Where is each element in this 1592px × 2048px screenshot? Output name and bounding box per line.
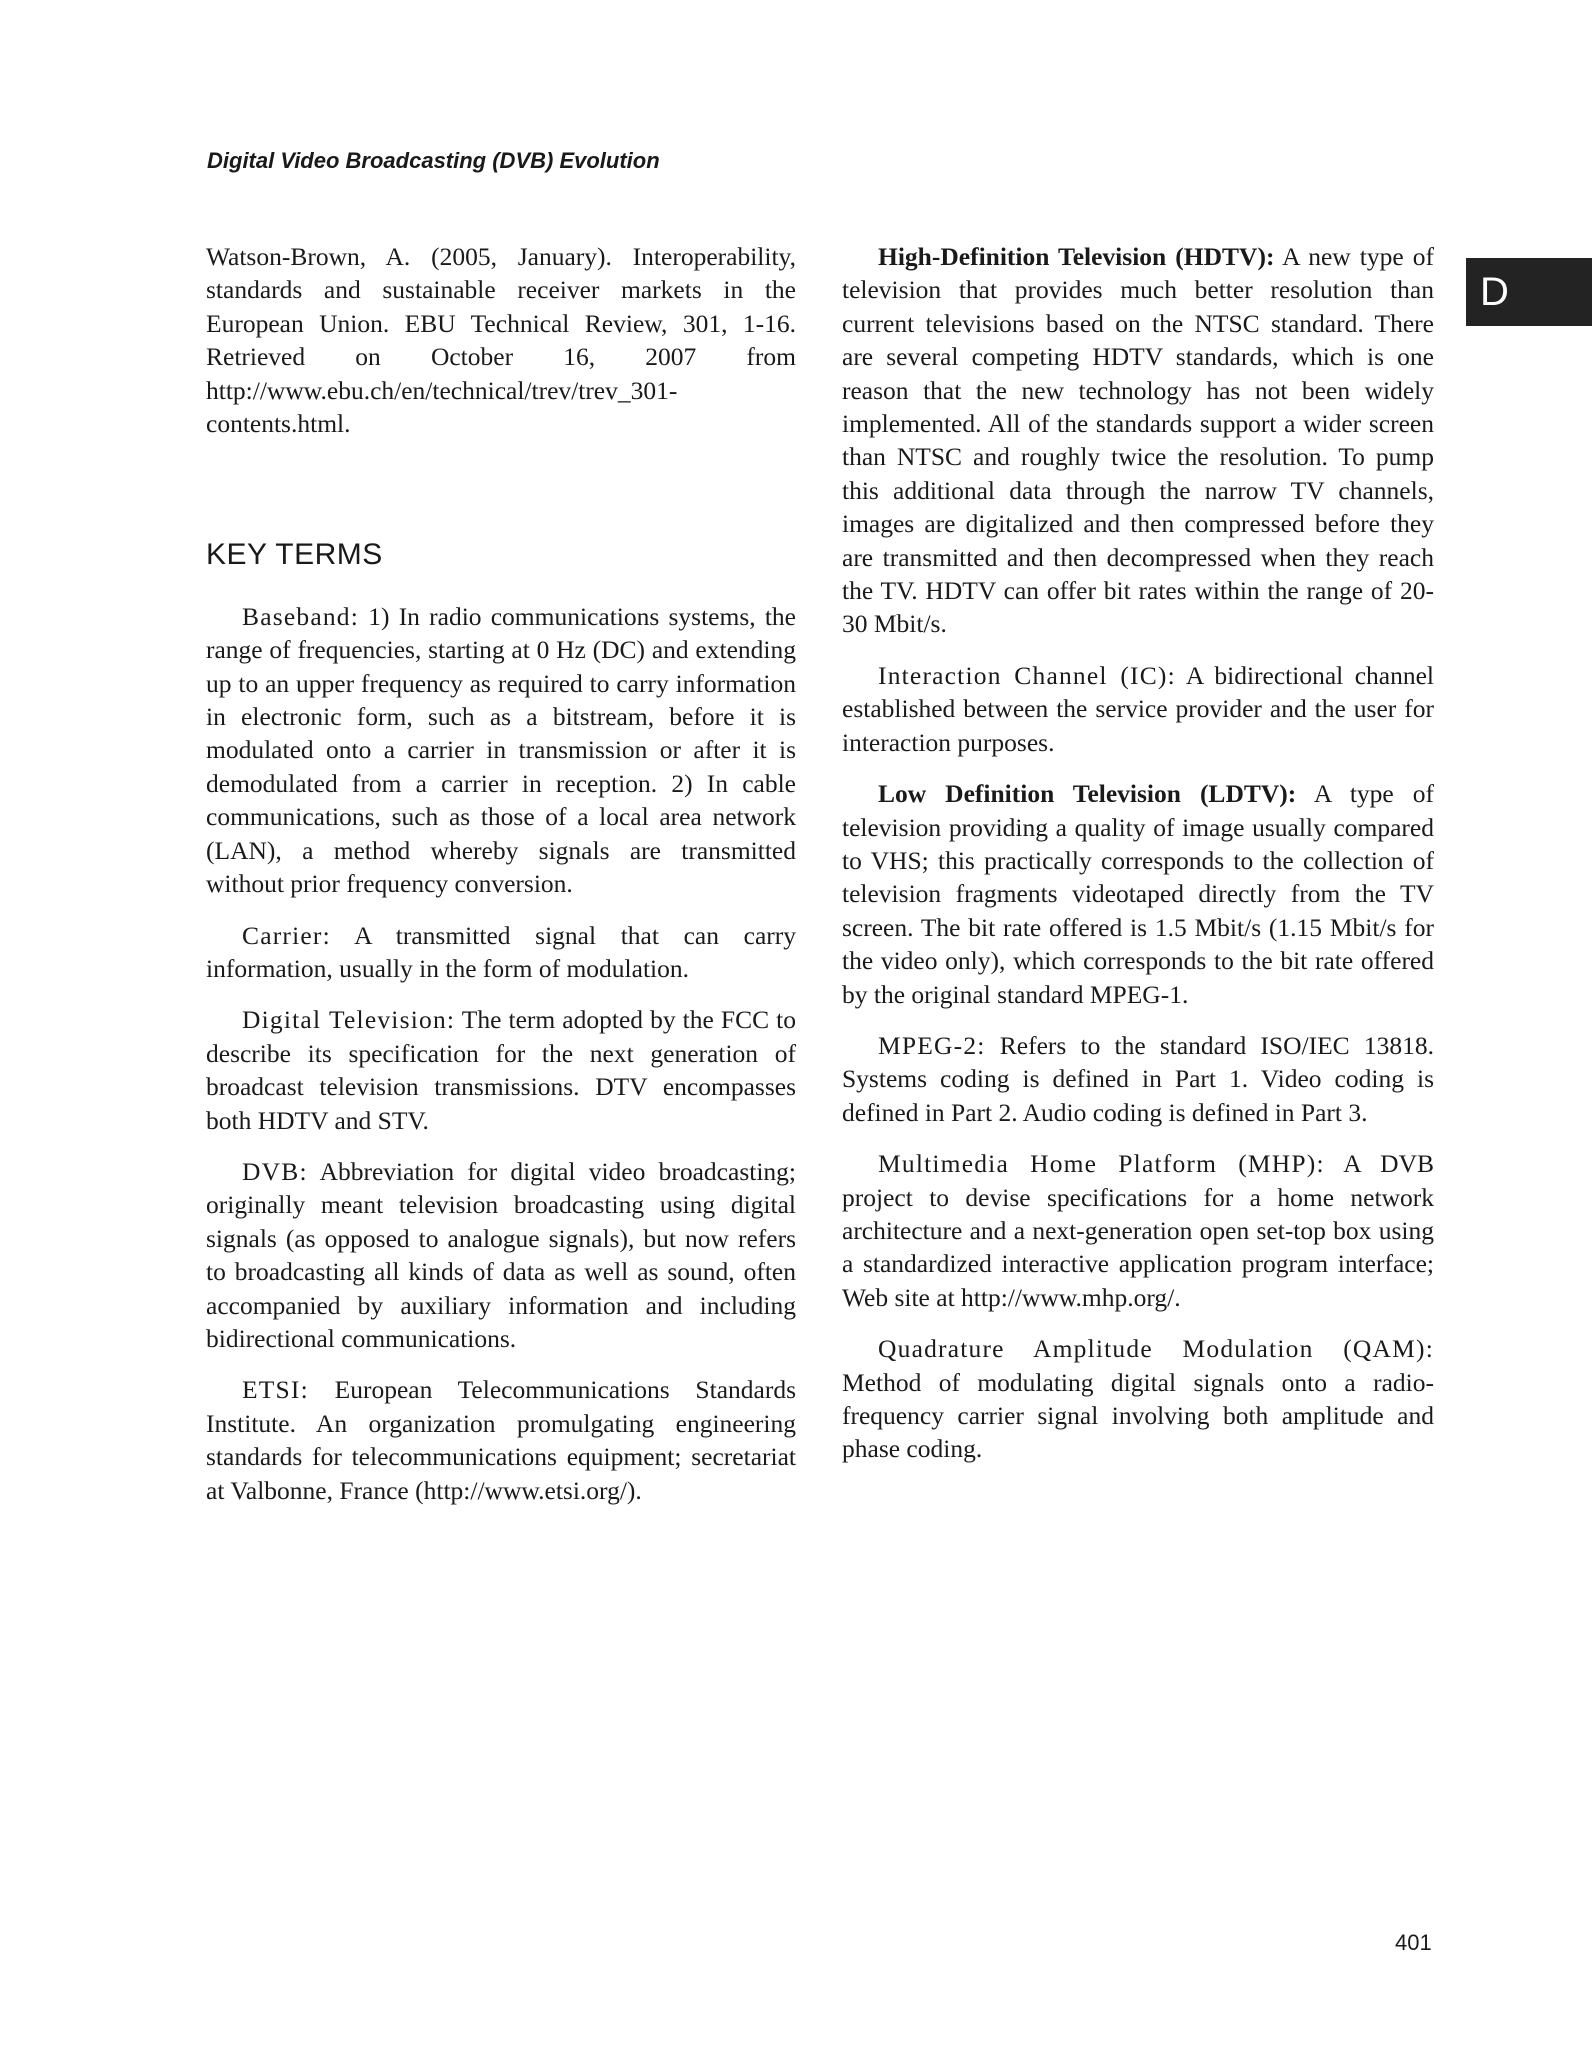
left-column — [206, 240, 796, 1525]
term-name: DVB: — [242, 1156, 308, 1186]
key-term-dvb — [206, 1155, 796, 1355]
term-definition: The term adopted by the FCC to describe its specification for the next generation of broadcast television transmissions. DTV encompasses both HDTV and STV. — [206, 1005, 796, 1135]
term-name: Carrier: — [242, 920, 331, 950]
term-name: Digital Television: — [242, 1005, 456, 1035]
key-term-mhp — [842, 1147, 1434, 1314]
running-head: Digital Video Broadcasting (DVB) Evolution — [207, 148, 660, 173]
term-definition: Refers to the standard ISO/IEC 13818. Systems coding is defined in Part 1. Video coding is defined in Part 2. Audio coding is defined in Part 3. — [842, 1030, 1434, 1127]
term-name: High-Definition Television (HDTV): — [878, 242, 1275, 271]
term-name: Low Definition Television (LDTV): — [878, 779, 1297, 809]
key-term-interaction-channel — [842, 659, 1434, 759]
term-name: MPEG-2: — [878, 1030, 986, 1060]
term-name: Multimedia Home Platform (MHP): — [878, 1149, 1325, 1179]
section-heading: KEY TERMS — [206, 538, 383, 572]
key-term-ldtv — [842, 777, 1434, 1011]
term-definition: Abbreviation for digital video broadcasting; originally meant television broadcasting using digital signals (as opposed to analogue signals), but now refers to broadcasting all kinds of data as well as sound, often accompanied by auxiliary information and including bidirectional communications. — [206, 1156, 796, 1353]
key-term-etsi — [206, 1373, 796, 1507]
term-definition: Method of modulating digital signals onto a radio-frequency carrier signal involving both amplitude and phase coding. — [842, 1367, 1434, 1464]
key-term-hdtv — [842, 240, 1434, 641]
term-name: ETSI: — [242, 1375, 309, 1405]
term-definition: A bidirectional channel established between the service provider and the user for interaction purposes. — [842, 660, 1434, 757]
page-number: 401 — [1395, 1930, 1432, 1955]
key-term-qam — [842, 1332, 1434, 1466]
section-tab-marker: D — [1466, 258, 1592, 326]
term-definition: European Telecommunications Standards Institute. An organization promulgating engineering standards for telecommunications equipment; secretariat at Valbonne, France (http://www.etsi.org/). — [206, 1375, 796, 1505]
key-term-mpeg-2 — [842, 1029, 1434, 1129]
right-column — [842, 240, 1434, 1484]
reference-entry: Watson-Brown, A. (2005, January). Interoperability, standards and sustainable receiver markets in the European Union. EBU Technical Review, 301, 1-16. Retrieved on October 16, 2007 from http://www.ebu.ch/en/technical/trev/trev_301-contents.html. — [206, 242, 796, 439]
key-term-baseband — [206, 600, 796, 901]
term-definition: A type of television providing a quality of image usually compared to VHS; this practically corresponds to the collection of television fragments videotaped directly from the TV screen. The bit rate offered is 1.5 Mbit/s (1.15 Mbit/s for the video only), which corresponds to the bit rate offered by the original standard MPEG-1. — [842, 779, 1434, 1009]
key-term-carrier — [206, 919, 796, 986]
term-definition: A DVB project to devise specifications for a home network architecture and a next-generation open set-top box using a standardized interactive application program interface; Web site at http://www.mhp.org/. — [842, 1149, 1434, 1312]
term-definition: A new type of television that provides much better resolution than current televisions based on the NTSC standard. There are several competing HDTV standards, which is one reason that the new technology has not been widely implemented. All of the standards support a wider screen than NTSC and roughly twice the resolution. To pump this additional data through the narrow TV channels, images are digitalized and then compressed before they are transmitted and then decompressed when they reach the TV. HDTV can offer bit rates within the range of 20-30 Mbit/s. — [842, 242, 1435, 639]
key-term-digital-television — [206, 1003, 796, 1137]
term-name: Quadrature Amplitude Modulation (QAM): — [878, 1334, 1434, 1364]
term-name: Baseband: — [242, 601, 360, 631]
term-definition: 1) In radio communications systems, the range of frequencies, starting at 0 Hz (DC) and extending up to an upper frequency as required to carry information in electronic form, such as a bitstream, before it is modulated onto a carrier in transmission or after it is demodulated from a carrier in reception. 2) In cable communications, such as those of a local area network (LAN), a method whereby signals are transmitted without prior frequency conversion. — [206, 601, 796, 899]
term-definition: A transmitted signal that can carry information, usually in the form of modulation. — [206, 920, 796, 983]
term-name: Interaction Channel (IC): — [878, 660, 1176, 690]
